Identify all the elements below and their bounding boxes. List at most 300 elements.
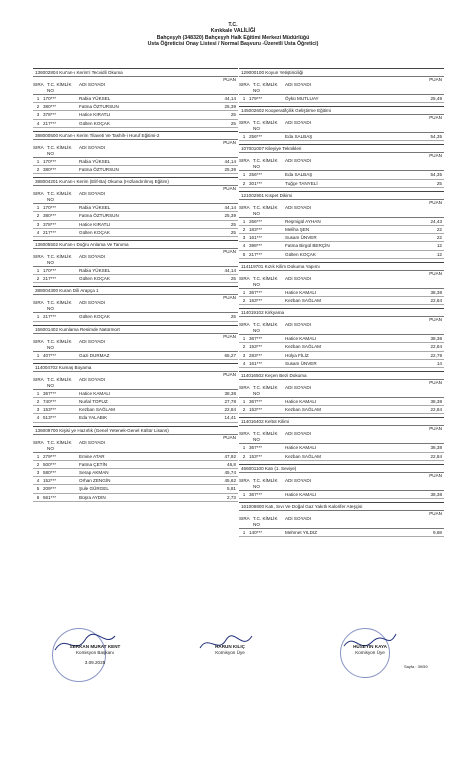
- puan-header: PUAN: [223, 77, 236, 82]
- score: 5,81: [227, 486, 236, 492]
- header-line-3: Bahçeşyh (348320) Bahçeşyh Halk Eğitimi Merkezi Müdürlüğü: [156, 34, 310, 41]
- course-section: [239, 144, 444, 187]
- table-header-row: [33, 300, 238, 313]
- table-row: [33, 166, 238, 174]
- person-name: Rabia YÜKSEL: [79, 158, 111, 164]
- score: 45,74: [224, 470, 236, 476]
- course-title: 136009700 Kişisi ye Hazırlık (Genel Yetenek-Genel Kültür Lisans): [33, 427, 238, 435]
- table-header-row: [239, 516, 444, 529]
- document-header: [0, 22, 466, 48]
- row-number: 1: [242, 218, 246, 224]
- sira-header: SIRA: [33, 338, 44, 344]
- row-number: 3: [36, 470, 40, 476]
- score: 22,84: [430, 298, 442, 304]
- header-line-2: Kırıkkale VALİLİĞİ: [210, 28, 256, 35]
- tc-number: 217***: [43, 276, 57, 282]
- score: 22,84: [430, 407, 442, 413]
- score: 54,35: [430, 172, 442, 178]
- name-header: ADI SOYADI: [79, 144, 105, 150]
- person-name: Hatice KAMALI: [285, 336, 317, 342]
- row-number: 2: [36, 167, 40, 173]
- person-name: Kezban SAĞLAM: [285, 453, 322, 459]
- table-row: [239, 297, 444, 305]
- course-section: [239, 464, 444, 499]
- sira-header: SIRA: [33, 300, 44, 306]
- table-row: [33, 221, 238, 229]
- tc-number: 500***: [43, 461, 57, 467]
- row-number: 6: [36, 494, 40, 500]
- table-row: [33, 158, 238, 166]
- tc-header: T.C. KİMLİK NO: [47, 376, 72, 388]
- tc-header: T.C. KİMLİK NO: [47, 82, 72, 93]
- score: 25,49: [430, 96, 442, 101]
- person-name: Susam ÜNVER: [285, 360, 317, 366]
- sira-header: SIRA: [239, 275, 250, 281]
- sira-header: SIRA: [33, 144, 44, 150]
- tc-header: T.C. KİMLİK NO: [47, 254, 72, 266]
- person-name: Fatma ÇETİN: [79, 461, 108, 467]
- signature-block-3: [330, 644, 410, 656]
- row-number: 5: [242, 251, 246, 257]
- table-row: [33, 103, 238, 111]
- row-number: 4: [242, 243, 246, 249]
- row-number: 2: [36, 399, 40, 405]
- tc-number: 380***: [43, 213, 57, 219]
- row-number: 2: [242, 407, 246, 413]
- tc-number: 283***: [249, 352, 263, 358]
- course-section: [33, 363, 238, 423]
- score: 27,78: [224, 399, 236, 405]
- sira-header: SIRA: [33, 376, 44, 382]
- score: 25,39: [224, 167, 236, 173]
- score: 25: [230, 120, 236, 126]
- name-header: ADI SOYADI: [285, 477, 311, 483]
- tc-number: 513***: [43, 415, 57, 421]
- sira-header: SIRA: [239, 385, 250, 391]
- tc-header: T.C. KİMLİK NO: [47, 300, 72, 312]
- name-header: ADI SOYADI: [79, 82, 105, 87]
- name-header: ADI SOYADI: [79, 300, 105, 306]
- row-number: 2: [242, 227, 246, 233]
- score: 22: [436, 227, 442, 233]
- tc-number: 170***: [43, 96, 57, 101]
- row-number: 1: [36, 158, 40, 164]
- table-header-row: [239, 276, 444, 289]
- table-header-row: [33, 191, 238, 204]
- table-header-row: [239, 158, 444, 171]
- score: 25,39: [224, 213, 236, 219]
- name-header: ADI SOYADI: [79, 376, 105, 382]
- row-number: 1: [242, 336, 246, 342]
- signer-name: HARUN KILIÇ: [215, 644, 245, 649]
- course-title: 388000500 Kur'an-ı Kerim Tilaveti Ve Tashih-i Huruf Eğitimi-2: [33, 132, 238, 140]
- tc-header: T.C. KİMLİK NO: [253, 158, 278, 170]
- row-number: 1: [36, 453, 40, 459]
- puan-header: PUAN: [429, 317, 442, 323]
- tc-number: 217***: [249, 251, 263, 257]
- sira-header: SIRA: [239, 120, 250, 126]
- sira-header: SIRA: [239, 158, 250, 164]
- table-row: [239, 406, 444, 414]
- table-row: [239, 242, 444, 250]
- person-name: Gülten KOÇAK: [79, 229, 110, 235]
- tc-header: T.C. KİMLİK NO: [253, 477, 278, 489]
- row-number: 3: [36, 112, 40, 118]
- tc-number: 367***: [249, 336, 263, 342]
- person-name: Gazi DURMAZ: [79, 352, 110, 358]
- person-name: Nurlal TOPUZ: [79, 399, 108, 405]
- name-header: ADI SOYADI: [285, 516, 311, 522]
- tc-number: 161***: [249, 360, 263, 366]
- tc-number: 153***: [249, 298, 263, 304]
- tc-header: T.C. KİMLİK NO: [253, 120, 278, 132]
- course-section: [239, 106, 444, 141]
- left-column: [33, 68, 238, 505]
- tc-number: 153***: [249, 453, 263, 459]
- score: 38,38: [430, 289, 442, 295]
- row-number: 3: [36, 407, 40, 413]
- table-header-row: [239, 322, 444, 335]
- row-number: 2: [242, 298, 246, 304]
- sira-header: SIRA: [239, 204, 250, 210]
- tc-header: T.C. KİMLİK NO: [47, 338, 72, 350]
- tc-header: T.C. KİMLİK NO: [253, 204, 278, 216]
- tc-number: 170***: [43, 205, 57, 211]
- signature-date: 3.09.2025: [84, 660, 106, 665]
- puan-header: PUAN: [223, 249, 236, 255]
- signer-role: Komisyon Başkanı: [75, 650, 115, 655]
- tc-number: 380***: [43, 167, 57, 173]
- tc-number: 152***: [43, 478, 57, 484]
- course-title: 388004300 Kuran Dili Arapça 1: [33, 287, 238, 295]
- course-title: 114119701 Kızık Kilim Dokuma Yapımı: [239, 263, 444, 271]
- tc-header: T.C. KİMLİK NO: [253, 431, 278, 443]
- tc-number: 378***: [43, 221, 57, 227]
- name-header: ADI SOYADI: [79, 439, 105, 445]
- puan-header: PUAN: [429, 153, 442, 159]
- tc-number: 561***: [43, 494, 57, 500]
- tc-number: 367***: [249, 445, 263, 451]
- table-row: [33, 204, 238, 212]
- course-section: [33, 286, 238, 321]
- table-header-row: [33, 377, 238, 390]
- signature-block-2: [190, 644, 270, 656]
- score: 22: [436, 235, 442, 241]
- row-number: 1: [36, 96, 40, 101]
- person-name: Reşmigül AYHAN: [285, 218, 321, 224]
- row-number: 4: [36, 478, 40, 484]
- row-number: 1: [36, 314, 40, 320]
- score: 25,39: [224, 104, 236, 110]
- table-row: [239, 343, 444, 351]
- course-title: 136002804 Kur'an-ı Kerim'i Tecvidli Okuma: [33, 69, 238, 77]
- course-title: 114019102 Kirkyama: [239, 309, 444, 317]
- table-row: [33, 212, 238, 220]
- tc-number: 153***: [249, 407, 263, 413]
- score: 65,27: [224, 352, 236, 358]
- person-name: Hatice KAMALI: [285, 445, 317, 451]
- person-name: Hatice KIRATLI: [79, 112, 111, 118]
- course-section: [239, 68, 444, 103]
- course-title: 156001402 Kumlama Resimde Natürmort: [33, 326, 238, 334]
- puan-header: PUAN: [429, 199, 442, 205]
- row-number: 1: [242, 289, 246, 295]
- course-section: [239, 417, 444, 460]
- sira-header: SIRA: [33, 439, 44, 445]
- sira-header: SIRA: [239, 516, 250, 522]
- row-number: 4: [242, 360, 246, 366]
- course-title: 107001007 Kileyiye Teknikleri: [239, 145, 444, 153]
- person-name: Gülten KOÇAK: [79, 276, 110, 282]
- score: 44,14: [224, 158, 236, 164]
- tc-header: T.C. KİMLİK NO: [47, 191, 72, 203]
- table-header-row: [239, 431, 444, 444]
- person-name: Fatma Birgül BERÇİN: [285, 243, 330, 249]
- row-number: 3: [242, 235, 246, 241]
- tc-number: 153***: [249, 344, 263, 350]
- table-row: [239, 251, 444, 259]
- course-section: [33, 240, 238, 283]
- tc-header: T.C. KİMLİK NO: [253, 82, 278, 93]
- person-name: Rabia YÜKSEL: [79, 96, 111, 101]
- name-header: ADI SOYADI: [79, 254, 105, 260]
- puan-header: PUAN: [429, 115, 442, 121]
- person-name: Susam ÜNVER: [285, 235, 317, 241]
- person-name: Kezban SAĞLAM: [285, 407, 322, 413]
- header-line-1: T.C.: [228, 22, 238, 28]
- tc-number: 367***: [43, 390, 57, 396]
- course-section: [33, 68, 238, 128]
- tc-number: 740***: [43, 399, 57, 405]
- score: 54,35: [430, 134, 442, 140]
- table-row: [239, 133, 444, 141]
- score: 2,73: [227, 494, 236, 500]
- score: 25: [230, 276, 236, 282]
- table-header-row: [239, 478, 444, 491]
- table-row: [33, 267, 238, 275]
- tc-number: 153***: [43, 407, 57, 413]
- person-name: Emine ATAR: [79, 453, 105, 459]
- table-row: [239, 171, 444, 179]
- course-title: 114016402 Keltot Kilimi: [239, 418, 444, 426]
- tc-number: 367***: [249, 289, 263, 295]
- row-number: 4: [36, 120, 40, 126]
- signer-name: SERKAN MURAT KENT: [69, 644, 121, 649]
- tc-header: T.C. KİMLİK NO: [253, 275, 278, 287]
- table-row: [33, 111, 238, 119]
- tc-number: 179***: [249, 96, 263, 101]
- course-title: 136005502 Kur'an-ı Doğru Anlama Ve Tanıma: [33, 241, 238, 249]
- person-name: Hülya FİLİZ: [285, 352, 309, 358]
- tc-number: 301***: [249, 180, 263, 186]
- score: 14,41: [224, 415, 236, 421]
- tc-number: 367***: [249, 399, 263, 405]
- row-number: 1: [242, 491, 246, 497]
- table-row: [239, 444, 444, 452]
- course-title: 129000100 Koyun Yetiştiriciliği: [239, 69, 444, 77]
- person-name: Serap AKMAN: [79, 470, 109, 476]
- table-header-row: [239, 385, 444, 398]
- score: 9,68: [433, 530, 442, 536]
- score: 22,79: [430, 352, 442, 358]
- person-name: Hatice KAMALI: [79, 390, 111, 396]
- course-section: [239, 502, 444, 537]
- tc-header: T.C. KİMLİK NO: [47, 439, 72, 451]
- tc-number: 266***: [249, 218, 263, 224]
- table-row: [239, 453, 444, 461]
- course-title: 466001100 Katı (1. Seviye): [239, 465, 444, 473]
- name-header: ADI SOYADI: [79, 191, 105, 197]
- sira-header: SIRA: [239, 322, 250, 328]
- row-number: 1: [242, 399, 246, 405]
- course-section: [239, 371, 444, 414]
- row-number: 1: [36, 268, 40, 274]
- person-name: Hatice KAMALI: [285, 399, 317, 405]
- table-header-row: [33, 82, 238, 95]
- row-number: 1: [242, 445, 246, 451]
- table-header-row: [33, 145, 238, 158]
- person-name: Büşra AYDIN: [79, 494, 106, 500]
- table-row: [33, 494, 238, 502]
- row-number: 2: [36, 276, 40, 282]
- tc-number: 398***: [249, 243, 263, 249]
- row-number: 2: [242, 453, 246, 459]
- score: 46,8: [227, 461, 236, 467]
- puan-header: PUAN: [223, 295, 236, 301]
- row-number: 2: [242, 344, 246, 350]
- person-name: Fatma ÖZTURSUN: [79, 104, 119, 110]
- score: 38,38: [430, 399, 442, 405]
- puan-header: PUAN: [429, 426, 442, 432]
- table-row: [239, 95, 444, 103]
- person-name: Kezban SAĞLAM: [285, 298, 322, 304]
- person-name: Gülten KOÇAK: [79, 314, 110, 320]
- tc-header: T.C. KİMLİK NO: [253, 385, 278, 397]
- person-name: Hatice KIRATLI: [79, 221, 111, 227]
- puan-header: PUAN: [223, 139, 236, 145]
- name-header: ADI SOYADI: [285, 275, 311, 281]
- person-name: Gülten KOÇAK: [285, 251, 316, 257]
- person-name: Öykü MUTLUAY: [285, 96, 319, 101]
- person-name: Fatma ÖZTURSUN: [79, 167, 119, 173]
- person-name: Kezban SAĞLAM: [79, 407, 116, 413]
- row-number: 2: [36, 461, 40, 467]
- course-title: 114004702 Kumaş Boyama: [33, 364, 238, 372]
- person-name: Meliha ŞEN: [285, 227, 310, 233]
- tc-number: 140***: [249, 530, 263, 536]
- score: 22,84: [430, 344, 442, 350]
- score: 25: [230, 112, 236, 118]
- header-line-4: Usta Öğreticisi Onay Listesi / Normal Başvuru -Üzeretli Usta Öğretici): [147, 41, 319, 48]
- course-section: [239, 308, 444, 368]
- score: 24,43: [430, 218, 442, 224]
- table-row: [33, 477, 238, 485]
- puan-header: PUAN: [429, 270, 442, 276]
- tc-number: 170***: [43, 268, 57, 274]
- table-row: [33, 453, 238, 461]
- table-row: [33, 229, 238, 237]
- puan-header: PUAN: [223, 186, 236, 192]
- course-section: [33, 426, 238, 502]
- table-header-row: [239, 120, 444, 133]
- sira-header: SIRA: [239, 431, 250, 437]
- table-row: [33, 313, 238, 321]
- score: 12: [436, 251, 442, 257]
- tc-header: T.C. KİMLİK NO: [47, 144, 72, 156]
- tc-number: 217***: [43, 314, 57, 320]
- table-row: [33, 469, 238, 477]
- tc-number: 580***: [43, 470, 57, 476]
- score: 47,92: [224, 453, 236, 459]
- row-number: 1: [242, 134, 246, 140]
- row-number: 2: [242, 180, 246, 186]
- row-number: 1: [36, 390, 40, 396]
- name-header: ADI SOYADI: [285, 322, 311, 328]
- person-name: Gülten KOÇAK: [79, 120, 110, 126]
- signature-block-1: [50, 644, 140, 666]
- tc-number: 209***: [43, 486, 57, 492]
- row-number: 2: [36, 213, 40, 219]
- puan-header: PUAN: [429, 511, 442, 517]
- tc-number: 367***: [249, 491, 263, 497]
- course-title: 161006800 Katı, Sıvı Ve Doğal Gaz Yakıtlı Kalorifer Ateşçisi: [239, 503, 444, 511]
- name-header: ADI SOYADI: [285, 431, 311, 437]
- table-row: [33, 461, 238, 469]
- course-title: 388004201 Kur'an-ı Kerim (Elif-Ba) Okuma (Hızlandırılmış Eğitim): [33, 178, 238, 186]
- table-row: [33, 95, 238, 103]
- table-header-row: [239, 82, 444, 95]
- sira-header: SIRA: [33, 82, 44, 87]
- table-row: [33, 485, 238, 493]
- table-row: [33, 120, 238, 128]
- table-row: [239, 289, 444, 297]
- signer-role: Komisyon Üye: [355, 650, 385, 655]
- score: 22,84: [224, 407, 236, 413]
- tc-number: 217***: [43, 229, 57, 235]
- sira-header: SIRA: [33, 191, 44, 197]
- person-name: Hatice KAMALI: [285, 491, 317, 497]
- puan-header: PUAN: [429, 77, 442, 82]
- puan-header: PUAN: [223, 371, 236, 377]
- row-number: 4: [36, 229, 40, 235]
- tc-number: 279***: [43, 453, 57, 459]
- score: 38,38: [430, 336, 442, 342]
- person-name: Rabia YÜKSEL: [79, 205, 111, 211]
- score: 22,84: [430, 453, 442, 459]
- score: 25: [230, 221, 236, 227]
- score: 25: [436, 180, 442, 186]
- puan-header: PUAN: [429, 380, 442, 386]
- table-row: [239, 352, 444, 360]
- person-name: Tuğçe TANYELİ: [285, 180, 318, 186]
- row-number: 1: [242, 530, 246, 536]
- course-title: 114016502 Keçen Bezi Dokuma: [239, 372, 444, 380]
- score: 45,62: [224, 478, 236, 484]
- person-name: Kezban SAĞLAM: [285, 344, 322, 350]
- table-row: [239, 529, 444, 537]
- score: 25: [230, 314, 236, 320]
- score: 44,14: [224, 268, 236, 274]
- score: 38,38: [430, 445, 442, 451]
- name-header: ADI SOYADI: [285, 204, 311, 210]
- score: 38,38: [430, 491, 442, 497]
- person-name: Hatice KAMALI: [285, 289, 317, 295]
- table-row: [33, 406, 238, 414]
- table-row: [33, 352, 238, 360]
- signer-name: HÜSEYİN KAYA: [353, 644, 387, 649]
- tc-number: 378***: [43, 112, 57, 118]
- tc-header: T.C. KİMLİK NO: [253, 516, 278, 528]
